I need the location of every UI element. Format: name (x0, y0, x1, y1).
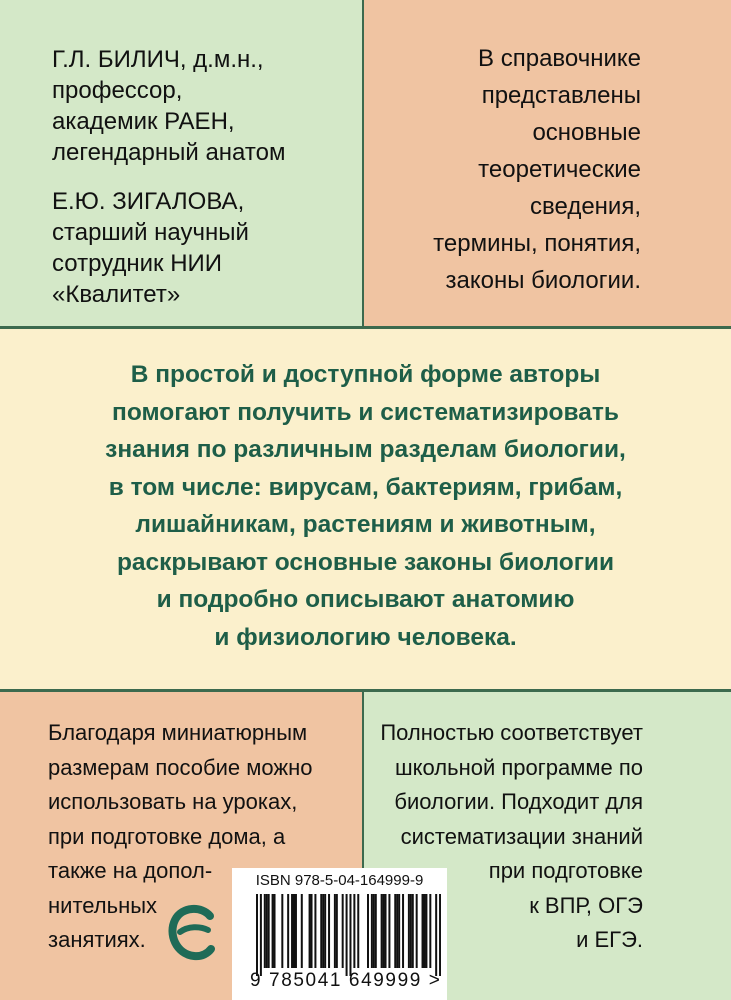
barcode-label (232, 868, 447, 1000)
publisher-e-logo-icon (168, 904, 216, 962)
barcode-bar (281, 894, 283, 968)
summary-line: сведения, (530, 193, 641, 220)
barcode-bar (287, 894, 289, 968)
barcode-bar (272, 894, 274, 968)
barcode-bar (256, 894, 258, 976)
barcode-bar (301, 894, 303, 968)
barcode-bar (439, 894, 441, 976)
barcode-bar (324, 894, 326, 968)
barcode-bar (396, 894, 398, 968)
author-line: Е.Ю. ЗИГАЛОВА, (52, 188, 245, 215)
description-line: лишайникам, растениям и животным, (135, 511, 596, 538)
barcode-bar (385, 894, 387, 968)
barcode-bar (423, 894, 425, 968)
usage-line: нительных (48, 892, 158, 918)
description-line: и физиологию человека. (214, 623, 517, 651)
barcode-bar (408, 894, 410, 968)
barcode-bar (402, 894, 404, 968)
summary-line: термины, понятия, (433, 230, 641, 257)
description-text (0, 356, 731, 656)
barcode-bar (416, 894, 418, 968)
curriculum-line: к ВПР, ОГЭ (529, 892, 643, 918)
barcode-bar (425, 894, 427, 968)
author-line: старший научный (52, 219, 249, 246)
barcode-bar (293, 894, 295, 968)
summary-line: теоретические (478, 156, 641, 183)
isbn-text: ISBN 978-5-04-164999-9 (255, 872, 424, 889)
barcode-bar (309, 894, 311, 968)
author-line: Г.Л. БИЛИЧ, д.м.н., (52, 46, 264, 73)
barcode-bar (375, 894, 377, 968)
barcode-bar (388, 894, 390, 968)
author-line: сотрудник НИИ (52, 250, 223, 277)
barcode-bar (266, 894, 268, 968)
barcode-bar (367, 894, 369, 968)
barcode-bar (357, 894, 359, 968)
usage-line: занятиях. (48, 927, 146, 952)
description-line: В простой и доступной форме авторы (130, 361, 601, 388)
description-line: помогают получить и систематизировать (112, 398, 619, 426)
author-line: легендарный анатом (52, 139, 286, 166)
barcode-bar (394, 894, 396, 968)
barcode-bar (334, 894, 336, 968)
usage-line: использовать на уроках, (48, 789, 298, 814)
author-bilich (52, 44, 285, 168)
summary-line: В справочнике (478, 45, 641, 72)
author-zigalova (52, 186, 249, 310)
summary-line: законы биологии. (445, 267, 641, 294)
usage-line: Благодаря миниатюрным (48, 720, 308, 745)
description-panel (0, 329, 731, 689)
barcode-bar (435, 894, 437, 976)
curriculum-line: при подготовке (488, 858, 643, 883)
usage-line: при подготовке дома, а (48, 823, 286, 849)
usage-line: размерам пособие можно (48, 754, 313, 780)
barcode-bar (381, 894, 383, 968)
barcode-bar (295, 894, 297, 968)
description-line: знания по различным разделам биологии, (105, 436, 626, 463)
barcode-bar (274, 894, 276, 968)
barcode-bar (383, 894, 385, 968)
summary-line: основные (532, 119, 641, 146)
summary-line: представлены (481, 82, 641, 109)
barcode-bar (260, 894, 262, 976)
curriculum-line: школьной программе по (395, 754, 643, 780)
curriculum-line: и ЕГЭ. (576, 927, 643, 952)
barcode-bar (311, 894, 313, 968)
barcode-bar (412, 894, 414, 968)
barcode-bar (410, 894, 412, 968)
barcode-bar (320, 894, 322, 968)
barcode-bar (429, 894, 431, 968)
description-line: раскрывают основные законы биологии (116, 548, 615, 576)
curriculum-line: биологии. Подходит для (394, 789, 643, 814)
barcode-bar (322, 894, 324, 968)
barcode-bar (398, 894, 400, 968)
barcode-bar (291, 894, 293, 968)
barcode-bar (336, 894, 338, 968)
curriculum-line: систематизации знаний (400, 823, 643, 849)
barcode-bar (314, 894, 316, 968)
summary-text (433, 40, 641, 299)
author-line: «Квалитет» (52, 281, 181, 308)
barcode-bar (328, 894, 330, 968)
barcode-bar (371, 894, 373, 968)
description-line: и подробно описывают анатомию (156, 586, 575, 613)
author-line: профессор, (52, 77, 183, 104)
barcode-bar (353, 894, 355, 968)
barcode-bar (268, 894, 270, 968)
barcode-bar (349, 894, 351, 976)
curriculum-line: Полностью соответствует (380, 720, 643, 745)
author-line: академик РАЕН, (52, 108, 235, 135)
description-line: в том числе: вирусам, бактериям, грибам, (108, 473, 623, 501)
barcode-bar (422, 894, 424, 968)
barcode-bars (256, 894, 441, 976)
barcode-digits: 9 785041 649999 > (250, 970, 442, 991)
barcode-bar (346, 894, 348, 976)
barcode-bar (342, 894, 344, 968)
authors-panel (0, 0, 362, 326)
barcode-bar (373, 894, 375, 968)
barcode-bar (264, 894, 266, 968)
summary-panel (364, 0, 731, 326)
usage-line: также на допол- (48, 858, 213, 883)
